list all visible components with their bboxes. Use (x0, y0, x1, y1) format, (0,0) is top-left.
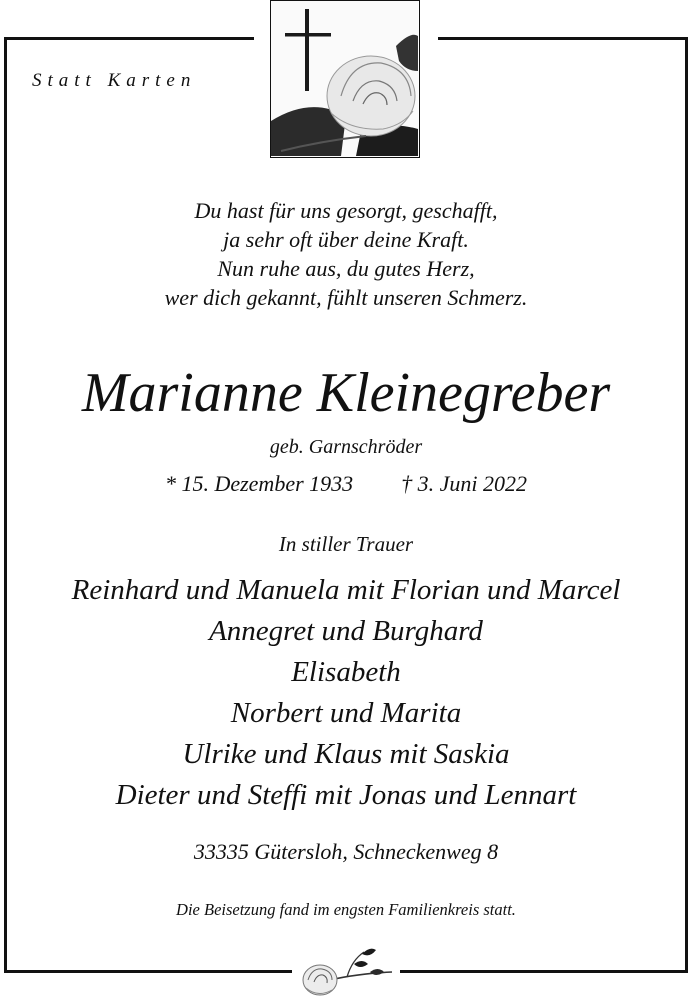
address: 33335 Gütersloh, Schneckenweg 8 (193, 839, 499, 864)
frame-left (4, 37, 7, 973)
poem-line: wer dich gekannt, fühlt unseren Schmerz. (164, 285, 528, 310)
poem-line: Nun ruhe aus, du gutes Herz, (217, 256, 475, 281)
mourning-label: In stiller Trauer (278, 532, 414, 556)
statt-karten-label: Statt Karten (32, 70, 197, 91)
frame-top-left (4, 37, 254, 40)
mourner-line: Dieter und Steffi mit Jonas und Lennart (115, 779, 577, 811)
cross-and-rose-photo (270, 0, 420, 158)
poem-line: ja sehr oft über deine Kraft. (223, 227, 469, 252)
frame-bottom-left (4, 970, 292, 973)
death-date: † 3. Juni 2022 (401, 471, 528, 496)
rose-icon (292, 942, 400, 1000)
life-dates (7, 471, 685, 497)
rose-in-photo (327, 56, 415, 136)
poem-line: Du hast für uns gesorgt, geschafft, (194, 198, 498, 223)
mourner-line: Norbert und Marita (230, 697, 462, 729)
frame-right (685, 37, 688, 973)
deceased-name: Marianne Kleinegreber (81, 362, 611, 424)
birth-date: * 15. Dezember 1933 (164, 471, 354, 496)
frame-bottom-right (400, 970, 688, 973)
frame-top-right (438, 37, 688, 40)
poem (7, 196, 685, 312)
burial-note: Die Beisetzung fand im engsten Familienkreis statt. (176, 900, 516, 919)
rose-ornament (292, 942, 400, 1000)
mourner-line: Elisabeth (291, 656, 401, 688)
mourner-line: Ulrike und Klaus mit Saskia (182, 738, 510, 770)
mourner-line: Reinhard und Manuela mit Florian und Marcel (71, 574, 621, 606)
mourners-list (7, 570, 685, 816)
mourner-line: Annegret und Burghard (209, 615, 483, 647)
cross-and-rose-image (271, 1, 418, 156)
maiden-name: geb. Garnschröder (269, 436, 423, 458)
